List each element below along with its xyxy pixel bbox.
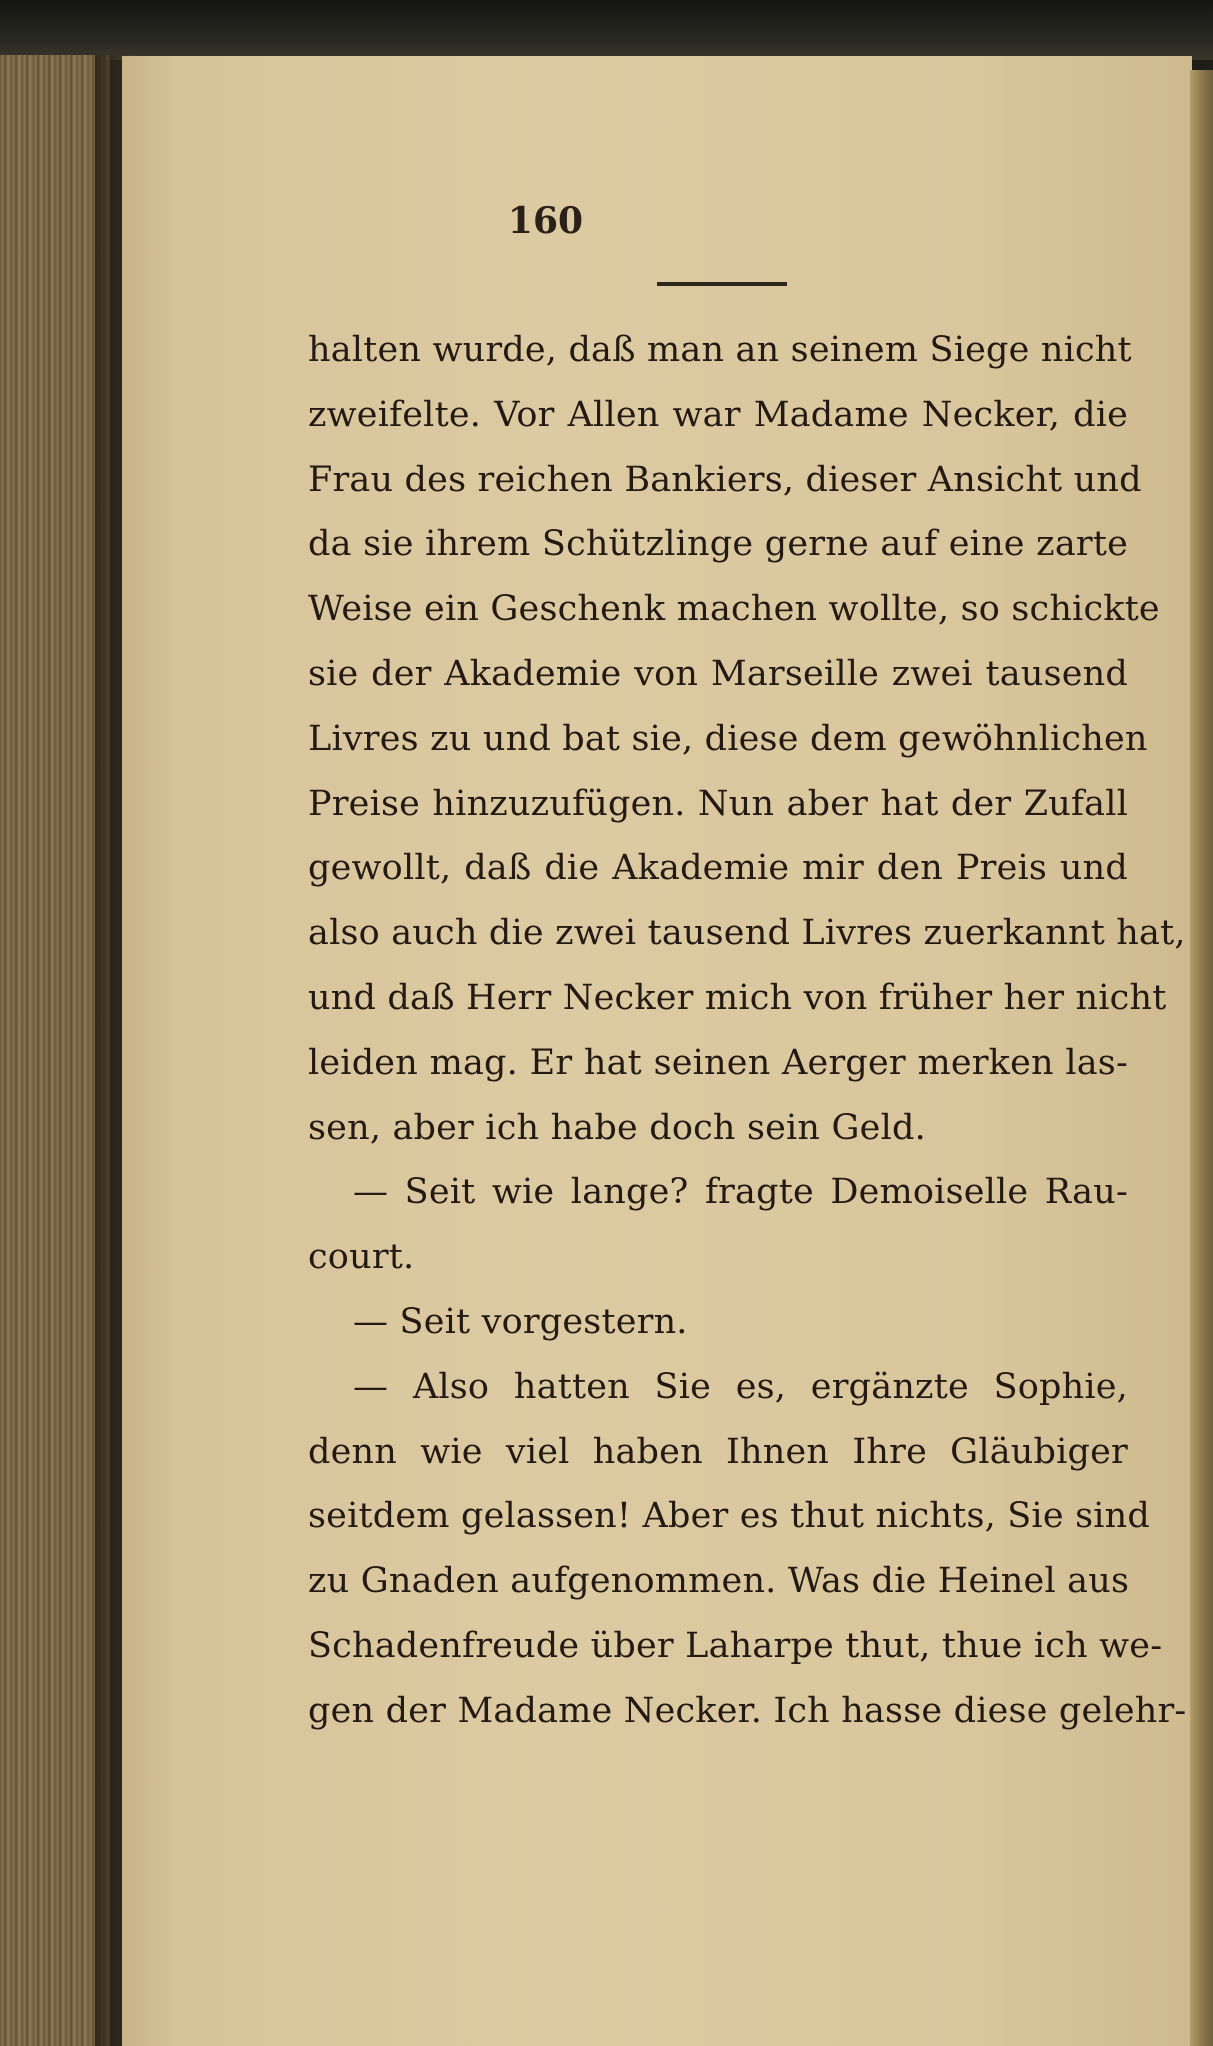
book-top-edge (0, 0, 1213, 60)
text-line: seitdem gelassen! Aber es thut nichts, Sie sind (308, 1496, 1150, 1537)
text-line: court. (308, 1237, 415, 1278)
text-line: Preise hinzuzufügen. Nun aber hat der Zufall (308, 783, 1128, 824)
page-number: 160 (507, 200, 584, 242)
text-line: gewollt, daß die Akademie mir den Preis und (308, 848, 1128, 889)
text-line: zweifelte. Vor Allen war Madame Necker, die (308, 394, 1128, 435)
text-line: — Seit vorgestern. (353, 1301, 688, 1342)
text-line: Weise ein Geschenk machen wollte, so schickte (308, 589, 1160, 630)
text-line: da sie ihrem Schützlinge gerne auf eine zarte (308, 524, 1128, 565)
text-line: zu Gnaden aufgenommen. Was die Heinel aus (308, 1561, 1130, 1602)
page-stack-edge (0, 55, 110, 2046)
text-line: halten wurde, daß man an seinem Siege nicht (308, 330, 1132, 370)
body-text (308, 318, 1187, 1744)
text-line: und daß Herr Necker mich von früher her nicht (308, 977, 1167, 1018)
text-line: — Also hatten Sie es, ergänzte Sophie, (353, 1366, 1128, 1407)
text-line: denn wie viel haben Ihnen Ihre Gläubiger (308, 1431, 1128, 1472)
text-line: gen der Madame Necker. Ich hasse diese gelehr- (308, 1690, 1187, 1731)
text-line: leiden mag. Er hat seinen Aerger merken las- (308, 1042, 1128, 1083)
text-line: Frau des reichen Bankiers, dieser Ansicht und (308, 459, 1142, 500)
text-line: — Seit wie lange? fragte Demoiselle Rau- (353, 1172, 1128, 1213)
text-line: sie der Akademie von Marseille zwei tausend (308, 653, 1128, 694)
header-rule (657, 282, 787, 286)
text-line: Livres zu und bat sie, diese dem gewöhnlichen (308, 718, 1148, 759)
text-line: sen, aber ich habe doch sein Geld. (308, 1107, 926, 1148)
text-line: Schadenfreude über Laharpe thut, thue ich we- (308, 1625, 1163, 1666)
book-right-edge (1190, 70, 1213, 2046)
text-line: also auch die zwei tausend Livres zuerkannt hat, (308, 913, 1186, 954)
